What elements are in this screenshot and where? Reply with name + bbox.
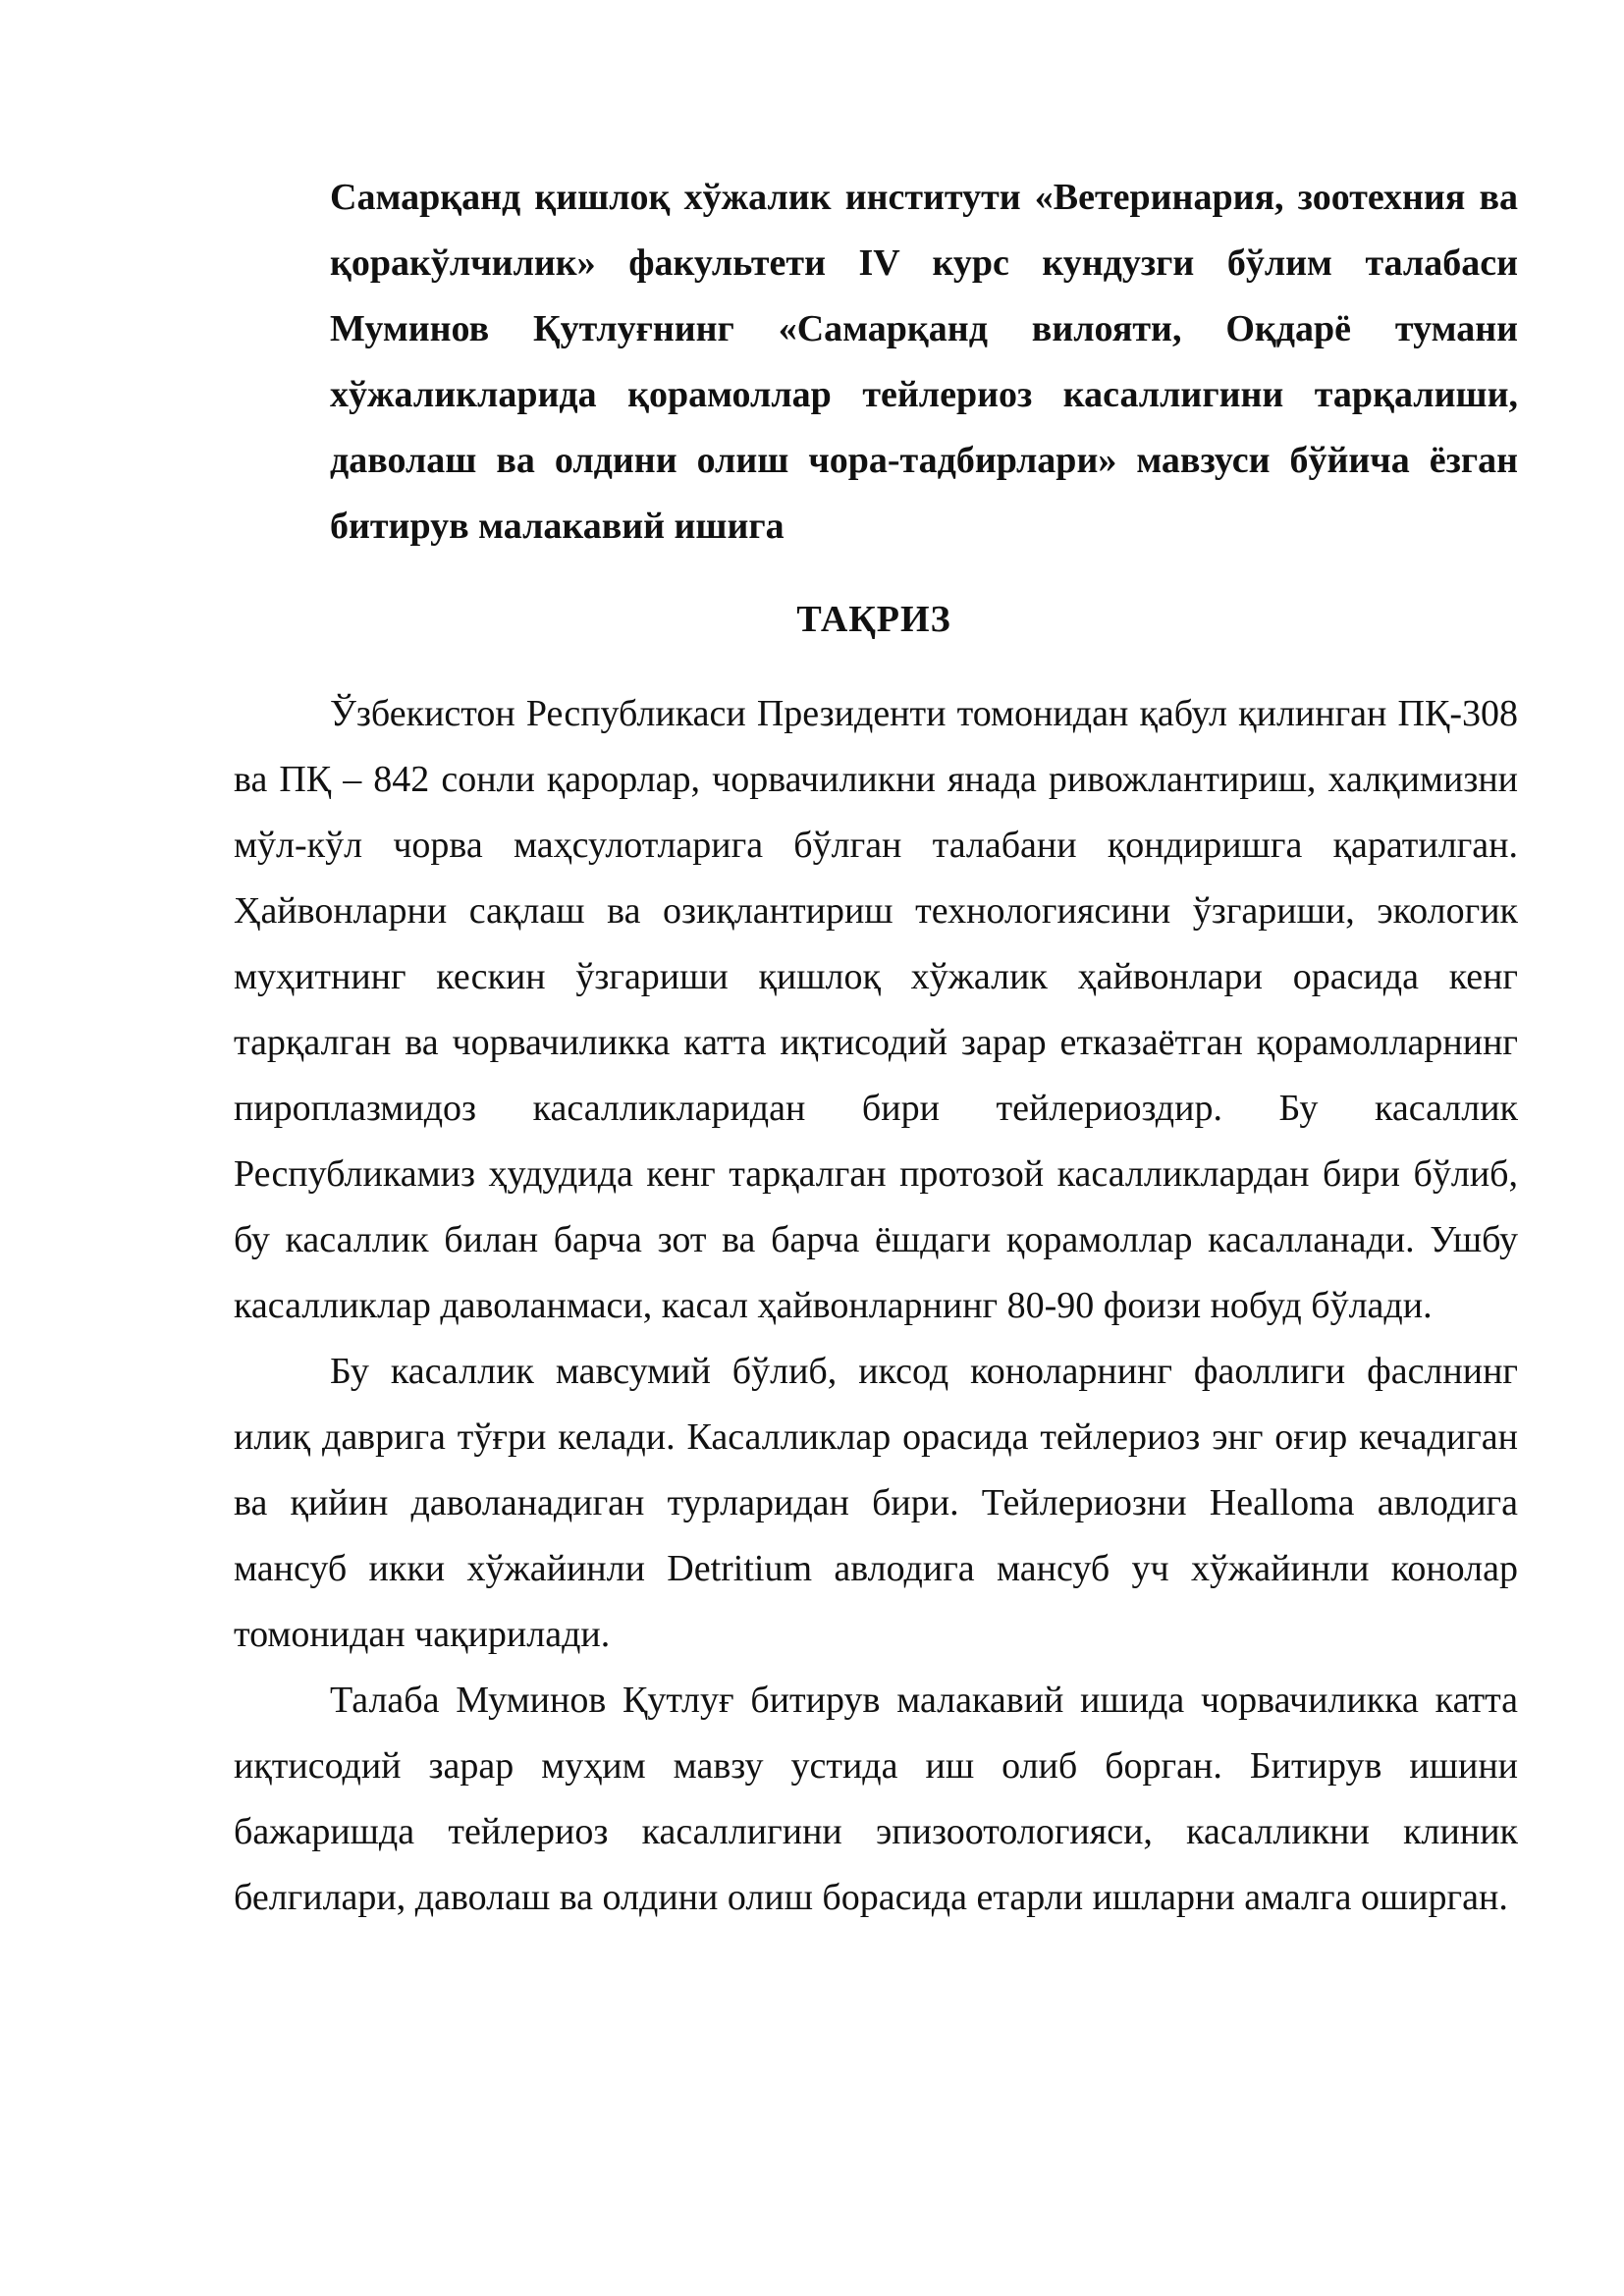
paragraph-2: Бу касаллик мавсумий бўлиб, иксод коноларнинг фаоллиги фаслнинг илиқ даврига тўғри келади. Касалликлар орасида тейлериоз энг оғир кечадиган ва қийин даволанадиган турларидан бири. Тейлериозни Healloma авлодига мансуб икки хўжайинли Detritium авлодига мансуб уч хўжайинли конолар томонидан чақирилади. [234, 1351, 1518, 1655]
document-header: Самарқанд қишлоқ хўжалик институти «Ветеринария, зоотехния ва қоракўлчилик» факультети IV курс кундузги бўлим талабаси Муминов Қутлуғнинг «Самарқанд вилояти, Оқдарё тумани хўжаликларида қорамоллар тейлериоз касаллигини тарқалиши, даволаш ва олдини олиш чора-тадбирлари» мавзуси бўйича ёзган битирув малакавий ишига [330, 177, 1518, 547]
paragraph-1: Ўзбекистон Республикаси Президенти томонидан қабул қилинган ПҚ-308 ва ПҚ – 842 сонли қарорлар, чорвачиликни янада ривожлантириш, халқимизни мўл-кўл чорва маҳсулотларига бўлган талабани қондиришга қаратилган. Ҳайвонларни сақлаш ва озиқлантириш технологиясини ўзгариши, экологик муҳитнинг кескин ўзгариши қишлоқ хўжалик ҳайвонлари орасида кенг тарқалган ва чорвачиликка катта иқтисодий зарар етказаётган қорамолларнинг пироплазмидоз касалликларидан бири тейлериоздир. Бу касаллик Республикамиз ҳудудида кенг тарқалган протозой касалликлардан бири бўлиб, бу касаллик билан барча зот ва барча ёшдаги қорамоллар касалланади. Ушбу касалликлар даволанмаси, касал ҳайвонларнинг 80-90 фоизи нобуд бўлади. [234, 693, 1518, 1326]
document-body [234, 681, 1518, 1931]
paragraph-3: Талаба Муминов Қутлуғ битирув малакавий ишида чорвачиликка катта иқтисодий зарар муҳим мавзу устида иш олиб борган. Битирув ишини бажаришда тейлериоз касаллигини эпизоотологияси, касалликни клиник белгилари, даволаш ва олдини олиш борасида етарли ишларни амалга оширган. [234, 1680, 1518, 1918]
document-title: ТАҚРИЗ [796, 599, 951, 640]
